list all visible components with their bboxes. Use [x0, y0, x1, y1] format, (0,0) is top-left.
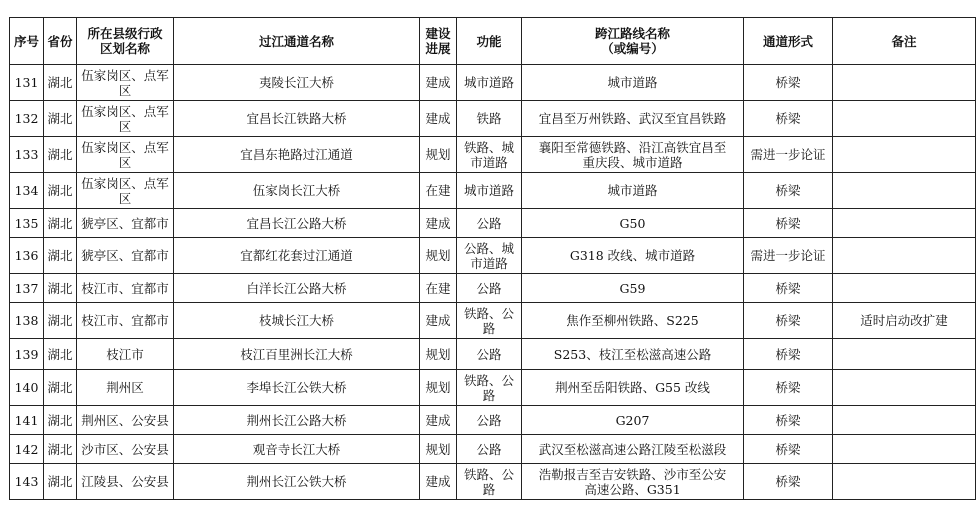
table-row: [10, 435, 976, 464]
table-row: [10, 209, 976, 238]
cell-county: [77, 209, 174, 238]
cell-status-text: 建成: [425, 412, 451, 428]
cell-form-text: 桥梁: [775, 346, 801, 362]
cell-province: [44, 274, 77, 303]
cell-status: [420, 173, 457, 209]
cell-function: [457, 209, 522, 238]
cell-function-line2: 市道路: [470, 154, 508, 170]
cell-status: [420, 209, 457, 238]
cell-route: [522, 274, 744, 303]
cell-seq-text: 141: [14, 412, 39, 428]
cell-function-line1: 公路: [476, 346, 502, 362]
cell-county: [77, 173, 174, 209]
cell-function-line2: 路: [482, 320, 496, 336]
river-crossing-table: [9, 17, 976, 500]
cell-route-line1: 襄阳至常德铁路、沿江高铁宜昌至: [538, 139, 727, 155]
cell-form-text: 桥梁: [775, 183, 801, 198]
cell-route: [522, 303, 744, 339]
cell-county-line1: 沙市区、公安县: [81, 441, 169, 457]
cell-function-line1: 公路: [476, 412, 502, 428]
table-row: [10, 274, 976, 303]
cell-province: [44, 238, 77, 274]
cell-county: [77, 65, 174, 101]
cell-form: [744, 339, 833, 370]
cell-county: [77, 274, 174, 303]
cell-function-line2: 路: [482, 387, 496, 403]
cell-remark: [833, 406, 976, 435]
cell-province-text: 湖北: [47, 412, 73, 428]
cell-route: [522, 65, 744, 101]
cell-route-line1: 城市道路: [607, 183, 658, 198]
cell-county-line1: 猇亭区、宜都市: [81, 215, 169, 231]
cell-name-text: 夷陵长江大桥: [258, 75, 334, 90]
cell-remark: [833, 303, 976, 339]
cell-province: [44, 137, 77, 173]
cell-function-line1: 铁路、公: [463, 466, 514, 482]
cell-name-text: 宜都红花套过江通道: [240, 248, 353, 263]
cell-route: [522, 464, 744, 500]
cell-function-line2: 市道路: [470, 255, 508, 271]
cell-remark: [833, 173, 976, 209]
cell-county: [77, 303, 174, 339]
cell-form-text: 桥梁: [775, 412, 801, 428]
table-row: [10, 303, 976, 339]
cell-province-text: 湖北: [47, 75, 73, 90]
cell-form: [744, 274, 833, 303]
header-county-line1: 所在县级行政: [87, 26, 163, 41]
cell-county-line2: 区: [118, 118, 132, 134]
cell-form: [744, 303, 833, 339]
cell-seq: [10, 370, 44, 406]
cell-name-text: 荆州长江公铁大桥: [246, 474, 347, 489]
cell-province-text: 湖北: [47, 441, 73, 457]
cell-status: [420, 339, 457, 370]
cell-status: [420, 303, 457, 339]
cell-name-text: 伍家岗长江大桥: [252, 183, 341, 198]
cell-county-line1: 伍家岗区、点军: [81, 103, 169, 119]
cell-function: [457, 339, 522, 370]
cell-remark: [833, 370, 976, 406]
cell-route: [522, 137, 744, 173]
cell-county-line2: 区: [118, 82, 132, 98]
header-county-line2: 区划名称: [99, 41, 150, 56]
cell-seq: [10, 101, 44, 137]
table-row: [10, 464, 976, 500]
cell-county-line1: 伍家岗区、点军: [81, 175, 169, 191]
cell-province-text: 湖北: [47, 346, 73, 362]
cell-function: [457, 238, 522, 274]
cell-function: [457, 137, 522, 173]
cell-province: [44, 435, 77, 464]
cell-route: [522, 435, 744, 464]
header-route: [522, 18, 744, 65]
cell-function-line1: 铁路: [476, 111, 502, 126]
cell-function: [457, 435, 522, 464]
cell-county-line1: 荆州区: [106, 380, 144, 395]
header-route-line1: 跨江路线名称: [594, 26, 670, 41]
cell-province: [44, 464, 77, 500]
cell-status-text: 规划: [425, 248, 451, 263]
cell-form: [744, 101, 833, 137]
cell-form: [744, 406, 833, 435]
cell-name: [174, 209, 420, 238]
cell-county-line1: 猇亭区、宜都市: [81, 248, 169, 263]
cell-function: [457, 406, 522, 435]
header-form: [744, 18, 833, 65]
cell-form: [744, 137, 833, 173]
cell-form-text: 桥梁: [775, 380, 801, 395]
cell-seq-text: 142: [14, 441, 39, 457]
cell-province: [44, 370, 77, 406]
header-seq-label: 序号: [13, 33, 39, 49]
cell-name-text: 枝江百里洲长江大桥: [240, 346, 353, 362]
cell-form-text: 桥梁: [775, 280, 801, 296]
cell-form-text: 桥梁: [775, 75, 801, 90]
cell-county-line1: 伍家岗区、点军: [81, 67, 169, 83]
cell-seq: [10, 209, 44, 238]
cell-province: [44, 406, 77, 435]
cell-route-line1: 浩勒报吉至吉安铁路、沙市至公安: [538, 466, 727, 482]
cell-remark: [833, 209, 976, 238]
table-header-row: [10, 18, 976, 65]
cell-remark: [833, 464, 976, 500]
cell-province: [44, 209, 77, 238]
cell-seq-text: 143: [14, 474, 39, 489]
cell-county: [77, 101, 174, 137]
cell-form-text: 桥梁: [775, 441, 801, 457]
cell-remark: [833, 339, 976, 370]
header-remark: [833, 18, 976, 65]
cell-seq-text: 134: [14, 183, 39, 198]
cell-route: [522, 101, 744, 137]
cell-remark: [833, 137, 976, 173]
header-province: [44, 18, 77, 65]
cell-county: [77, 464, 174, 500]
header-remark-label: 备注: [891, 33, 917, 49]
cell-seq: [10, 238, 44, 274]
cell-route: [522, 209, 744, 238]
cell-function: [457, 65, 522, 101]
cell-name: [174, 101, 420, 137]
cell-function-line1: 公路: [476, 215, 502, 231]
cell-status-text: 在建: [425, 183, 451, 198]
cell-county-line1: 枝江市、宜都市: [81, 280, 169, 296]
cell-function-line1: 铁路、公: [463, 305, 514, 321]
cell-status: [420, 238, 457, 274]
cell-route: [522, 339, 744, 370]
cell-name-text: 观音寺长江大桥: [252, 441, 341, 457]
cell-route-line1: 武汉至松滋高速公路江陵至松滋段: [538, 441, 727, 457]
cell-status-text: 建成: [425, 313, 451, 328]
cell-function: [457, 303, 522, 339]
cell-route-line2: 高速公路、G351: [584, 481, 681, 497]
cell-seq: [10, 406, 44, 435]
cell-route-line2: 重庆段、城市道路: [582, 154, 683, 170]
cell-remark: [833, 435, 976, 464]
cell-name-text: 荆州长江公路大桥: [246, 412, 347, 428]
cell-remark-text: 适时启动改扩建: [860, 313, 948, 328]
cell-status-text: 建成: [425, 215, 451, 231]
cell-route-line1: 荆州至岳阳铁路、G55 改线: [555, 380, 710, 395]
cell-seq-text: 132: [14, 111, 39, 126]
cell-status: [420, 435, 457, 464]
cell-name: [174, 238, 420, 274]
cell-seq-text: 133: [14, 147, 39, 162]
cell-route: [522, 173, 744, 209]
table-row: [10, 339, 976, 370]
table-row: [10, 65, 976, 101]
cell-province: [44, 339, 77, 370]
cell-form-text: 桥梁: [775, 215, 801, 231]
cell-status-text: 规划: [425, 441, 451, 457]
cell-function-line1: 铁路、公: [463, 372, 514, 388]
cell-form: [744, 435, 833, 464]
cell-route-line1: 焦作至柳州铁路、S225: [566, 313, 699, 328]
cell-name: [174, 303, 420, 339]
cell-form: [744, 464, 833, 500]
cell-form: [744, 209, 833, 238]
cell-seq-text: 137: [14, 280, 39, 296]
header-status-line2: 进展: [425, 41, 451, 56]
cell-name: [174, 65, 420, 101]
cell-seq: [10, 303, 44, 339]
cell-function: [457, 464, 522, 500]
cell-status: [420, 274, 457, 303]
cell-name-text: 白洋长江公路大桥: [246, 280, 347, 296]
cell-form: [744, 370, 833, 406]
cell-name-text: 宜昌东艳路过江通道: [240, 147, 353, 162]
cell-form-text: 需进一步论证: [750, 147, 826, 162]
cell-seq-text: 131: [14, 75, 39, 90]
cell-function: [457, 370, 522, 406]
cell-function-line1: 城市道路: [463, 75, 514, 90]
cell-county: [77, 370, 174, 406]
cell-name: [174, 274, 420, 303]
cell-province-text: 湖北: [47, 313, 73, 328]
cell-form-text: 桥梁: [775, 313, 801, 328]
cell-county: [77, 406, 174, 435]
cell-route: [522, 238, 744, 274]
cell-route: [522, 370, 744, 406]
header-name: [174, 18, 420, 65]
cell-county-line1: 枝江市、宜都市: [81, 313, 169, 328]
cell-province-text: 湖北: [47, 183, 73, 198]
cell-county-line2: 区: [118, 154, 132, 170]
cell-county-line1: 江陵县、公安县: [81, 474, 169, 489]
cell-seq-text: 139: [14, 346, 39, 362]
cell-county-line1: 枝江市: [106, 346, 144, 362]
cell-name: [174, 137, 420, 173]
cell-status-text: 建成: [425, 474, 451, 489]
cell-form-text: 桥梁: [775, 111, 801, 126]
table-row: [10, 238, 976, 274]
table-body: [10, 65, 976, 500]
cell-status: [420, 370, 457, 406]
cell-province: [44, 101, 77, 137]
cell-route-line1: G50: [619, 215, 646, 231]
cell-form: [744, 238, 833, 274]
cell-name: [174, 339, 420, 370]
cell-name: [174, 370, 420, 406]
cell-province-text: 湖北: [47, 111, 73, 126]
cell-county: [77, 339, 174, 370]
cell-route-line1: G59: [619, 280, 646, 296]
cell-name: [174, 435, 420, 464]
cell-form-text: 需进一步论证: [750, 248, 826, 263]
cell-seq: [10, 274, 44, 303]
cell-seq-text: 135: [14, 215, 39, 231]
cell-status-text: 在建: [425, 280, 451, 296]
cell-function-line1: 公路: [476, 280, 502, 296]
cell-function: [457, 101, 522, 137]
table-row: [10, 406, 976, 435]
cell-seq-text: 140: [14, 380, 39, 395]
cell-province-text: 湖北: [47, 147, 73, 162]
cell-province-text: 湖北: [47, 380, 73, 395]
cell-province-text: 湖北: [47, 215, 73, 231]
cell-seq: [10, 464, 44, 500]
cell-status: [420, 65, 457, 101]
cell-county-line1: 伍家岗区、点军: [81, 139, 169, 155]
cell-status-text: 建成: [425, 75, 451, 90]
header-seq: [10, 18, 44, 65]
cell-status: [420, 464, 457, 500]
cell-route-line1: G207: [615, 412, 650, 428]
cell-route-line1: S253、枝江至松滋高速公路: [553, 346, 712, 362]
cell-seq: [10, 137, 44, 173]
cell-function-line1: 公路: [476, 441, 502, 457]
header-name-label: 过江通道名称: [258, 33, 334, 49]
cell-county: [77, 435, 174, 464]
cell-name-text: 宜昌长江铁路大桥: [246, 111, 347, 126]
cell-route-line1: G318 改线、城市道路: [569, 248, 696, 263]
cell-route: [522, 406, 744, 435]
cell-status: [420, 137, 457, 173]
cell-status: [420, 406, 457, 435]
cell-seq: [10, 173, 44, 209]
cell-county-line2: 区: [118, 190, 132, 206]
cell-status-text: 规划: [425, 380, 451, 395]
cell-function: [457, 274, 522, 303]
cell-remark: [833, 274, 976, 303]
cell-function-line1: 铁路、城: [463, 139, 514, 155]
table-row: [10, 101, 976, 137]
cell-province-text: 湖北: [47, 474, 73, 489]
cell-name: [174, 464, 420, 500]
header-county: [77, 18, 174, 65]
cell-route-line1: 宜昌至万州铁路、武汉至宜昌铁路: [538, 111, 727, 126]
header-form-label: 通道形式: [762, 33, 813, 49]
header-status: [420, 18, 457, 65]
cell-seq: [10, 65, 44, 101]
cell-name-text: 枝城长江大桥: [258, 313, 334, 328]
cell-function-line1: 城市道路: [463, 183, 514, 198]
cell-province-text: 湖北: [47, 280, 73, 296]
cell-name: [174, 173, 420, 209]
cell-remark: [833, 238, 976, 274]
cell-seq: [10, 435, 44, 464]
cell-status-text: 规划: [425, 346, 451, 362]
cell-province-text: 湖北: [47, 248, 73, 263]
header-route-line2: （或编号）: [601, 41, 664, 56]
cell-province: [44, 303, 77, 339]
cell-function-line1: 公路、城: [463, 240, 514, 256]
cell-route-line1: 城市道路: [607, 75, 658, 90]
cell-status-text: 建成: [425, 111, 451, 126]
header-function-label: 功能: [476, 33, 502, 49]
cell-function-line2: 路: [482, 481, 496, 497]
cell-name-text: 宜昌长江公路大桥: [246, 215, 347, 231]
table-row: [10, 137, 976, 173]
cell-form: [744, 65, 833, 101]
cell-remark: [833, 65, 976, 101]
cell-name-text: 李埠长江公铁大桥: [246, 380, 347, 395]
cell-province: [44, 173, 77, 209]
cell-county: [77, 137, 174, 173]
cell-seq-text: 136: [14, 248, 39, 263]
table-row: [10, 173, 976, 209]
cell-remark: [833, 101, 976, 137]
cell-seq-text: 138: [14, 313, 39, 328]
cell-province: [44, 65, 77, 101]
cell-function: [457, 173, 522, 209]
cell-name: [174, 406, 420, 435]
table-row: [10, 370, 976, 406]
cell-status-text: 规划: [425, 147, 451, 162]
header-province-label: 省份: [47, 33, 73, 49]
cell-county: [77, 238, 174, 274]
header-status-line1: 建设: [425, 26, 451, 41]
cell-seq: [10, 339, 44, 370]
cell-county-line1: 荆州区、公安县: [81, 412, 169, 428]
cell-status: [420, 101, 457, 137]
cell-form: [744, 173, 833, 209]
header-function: [457, 18, 522, 65]
cell-form-text: 桥梁: [775, 474, 801, 489]
